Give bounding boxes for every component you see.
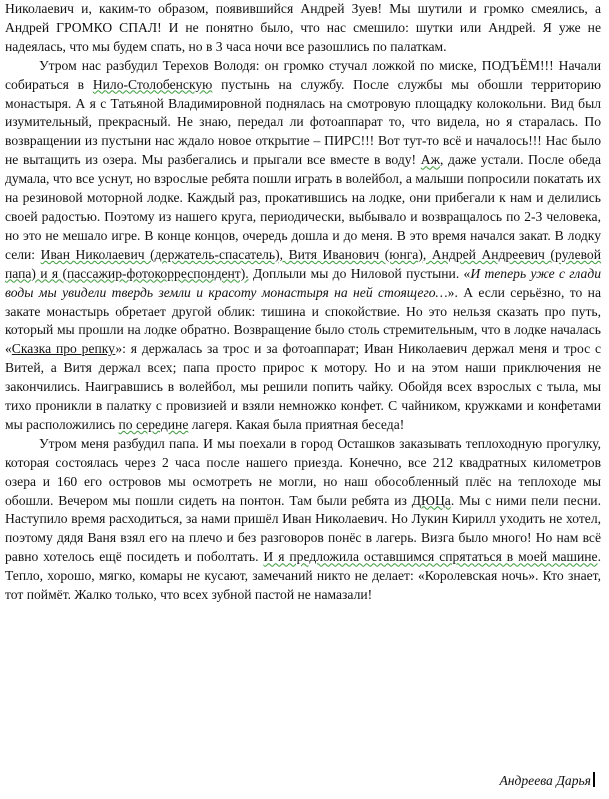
paragraph-3-text-c: . Мы с ними пели песни. Наступило время расходиться, за нами пришёл Иван Николаевич. Но Лукин Кирилл уходить не хотел, поэтому дядя Ваня взял его на плечо и без разговоров понёс в лагерь. Визга было много! Но нам всё равно хотелось ещё посидеть и поболтать. xyxy=(5,492,601,565)
signature-text: Андреева Дарья xyxy=(499,773,591,788)
paragraph-3-text-a: Утром меня разбудил папа. И мы поехали в город Осташков заказывать теплоходную прогулку, которая состоялась через 2 часа после нашего приезда. Конечно, все 212 квадратных километров озера и 160 его островов мы осмотреть не могли, но наш обособленный плёс на теплоходе мы обошли. Вечером мы пошли сидеть на понтон. Там были ребята из xyxy=(5,435,601,508)
italic-quote: И теперь уже с глади воды мы увидели твердь земли и красоту монастыря на ней стоящего… xyxy=(5,265,601,300)
spellcheck-azh: Аж xyxy=(420,152,440,168)
fairy-tale-title: Сказка про репку xyxy=(11,341,116,357)
text-cursor xyxy=(593,772,595,787)
paragraph-2-text-k: »: я держалась за трос и за фотоаппарат; Иван Николаевич держал меня и трос с Витей, а Витя держал всех; папа просто прирос к мотору. Но и на этом наши приключения не закончились. Наигравшись в волейбол, мы решили попить чайку. Обойдя всех взрослых с тыла, мы тихо проникли в палатку с провизией и взяли немножко конфет. С чайником, кружками и конфетами мы расположились xyxy=(5,341,601,432)
spellcheck-dyuca: ДЮЦа xyxy=(411,492,451,508)
paragraph-2-text-c: пустынь на службу. После службы мы обошли территорию монастыря. А я с Татьяной Владимировной поднялась на смотровую площадку колокольни. Вид был изумительный, прекрасный. Не знаю, передал ли фотоаппарат то, что видела, но я старалась. По возвращении из пустыни нас ждало новое открытие – ПИРС!!! Вот тут-то всё и началось!!! Нас было не вытащить из озера. Мы разбегались и прыгали все вместе в воду! xyxy=(5,76,601,168)
paragraph-2-text-i: ». А если серьёзно, то на закате монастырь обретает другой облик: тишина и спокойствие. Но это нельзя сказать про путь, который мы прошли на лодке обратно. Возвращение было столь стремительным, что в лодке началась « xyxy=(5,284,601,357)
paragraph-2-text-g: Доплыли мы до Ниловой пустыни. « xyxy=(248,265,471,281)
document-body xyxy=(5,0,601,605)
paragraph-1 xyxy=(5,0,601,57)
paragraph-2-text-a: Утром нас разбудил Терехов Володя: он громко стучал ложкой по миске, ПОДЪЁМ!!! Начали собираться в xyxy=(5,57,601,92)
paragraph-3 xyxy=(5,435,601,605)
author-signature xyxy=(499,772,595,789)
spellcheck-po-seredine: по середине xyxy=(118,416,189,432)
boat-crew-list: Иван Николаевич (держатель-спасатель), Витя Иванович (юнга), Андрей Андреевич (рулевой папа) и я (пассажир-фотокорреспондент). xyxy=(5,246,601,281)
paragraph-2-text-e: , даже устали. После обеда думала, что все уснут, но взрослые ребята пошли играть в волейбол, а малыши попросили покатать их на резиновой моторной лодке. Каждый раз, прокатившись на лодке, они прибегали к нам и делились своей радостью. Поэтому из нашего круга, периодически, выбывало и возвращалось по 2-3 человека, но это не мешало игре. В конце концов, очередь дошла и до меня. В это время начался закат. В лодку сели: xyxy=(5,152,601,262)
paragraph-1-text: Николаевич и, каким-то образом, появившийся Андрей Зуев! Мы шутили и громко смеялись, а Андрей ГРОМКО СПАЛ! И не понятно было, что нас смешило: шутки или Андрей. Я уже не надеялась, что мы будем спать, но в 3 часа ночи все разошлись по палаткам. xyxy=(5,1,601,54)
spellcheck-nilo-stolobenskaya: Нило-Столобенскую xyxy=(92,76,213,92)
spellcheck-grammar-sentence: И я предложила оставшимся спрятаться в моей машине xyxy=(263,549,598,565)
paragraph-3-text-e: . Тепло, хорошо, мягко, комары не кусают, замечаний никто не делает: «Королевская ночь». Кто знает, тот поймёт. Жалко только, что всех зубной пастой не намазали! xyxy=(5,549,601,603)
paragraph-2 xyxy=(5,57,601,435)
paragraph-2-text-m: лагеря. Какая была приятная беседа! xyxy=(188,416,405,432)
